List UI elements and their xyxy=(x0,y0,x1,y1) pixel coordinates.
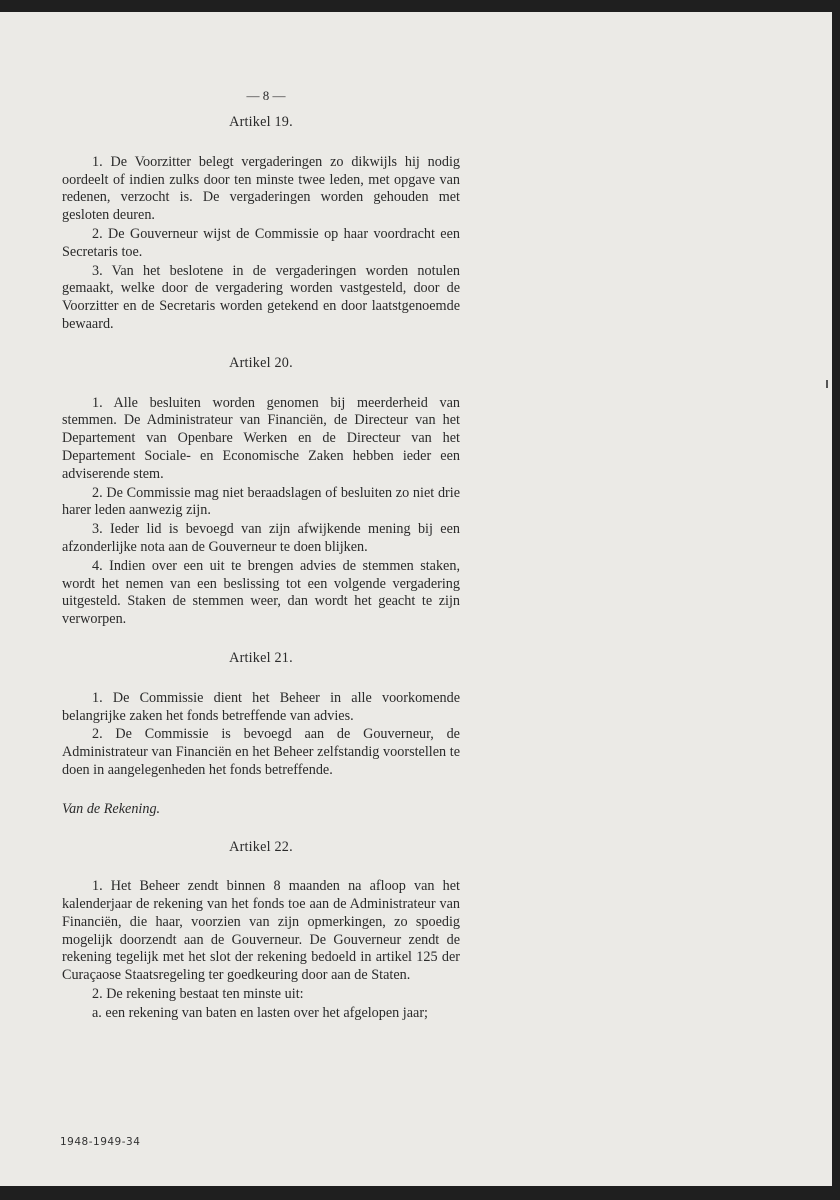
art20-paragraph-1: 1. Alle besluiten worden genomen bij meerderheid van stemmen. De Administrateur van Financiën, de Directeur van het Departement van Openbare Werken en de Directeur van het Departement Sociale- en Economische Zaken hebben ieder een adviserende stem. xyxy=(62,394,460,482)
bleed-through-texture xyxy=(470,122,770,1122)
article-text xyxy=(62,114,460,1024)
heading-artikel-21: Artikel 21. xyxy=(229,649,293,666)
margin-mark xyxy=(826,380,828,388)
art20-paragraph-3: 3. Ieder lid is bevoegd van zijn afwijkende mening bij een afzonderlijke nota aan de Gouverneur te doen blijken. xyxy=(62,521,460,555)
art22-paragraph-3: a. een rekening van baten en lasten over het afgelopen jaar; xyxy=(92,1004,429,1021)
section-label-rekening: Van de Rekening. xyxy=(62,800,161,817)
art19-paragraph-2: 2. De Gouverneur wijst de Commissie op haar voordracht een Secretaris toe. xyxy=(62,225,460,260)
art21-paragraph-1: 1. De Commissie dient het Beheer in alle voorkomende belangrijke zaken het fonds betreffende van advies. xyxy=(62,689,460,724)
heading-artikel-19: Artikel 19. xyxy=(229,114,293,130)
art22-paragraph-2: 2. De rekening bestaat ten minste uit: xyxy=(92,986,304,1003)
heading-artikel-22: Artikel 22. xyxy=(229,838,293,855)
art20-paragraph-4: 4. Indien over een uit te brengen advies de stemmen staken, wordt het nemen van een beslissing tot een volgende vergadering uitgesteld. Staken de stemmen weer, dan wordt het geacht te zijn verworpen. xyxy=(62,557,460,628)
document-page xyxy=(0,12,832,1186)
art19-paragraph-3: 3. Van het beslotene in de vergaderingen worden notulen gemaakt, welke door de vergadering worden vastgesteld, door de Voorzitter en de Secretaris worden getekend en door laatstgenoemde bewaard. xyxy=(62,262,460,332)
art19-paragraph-1: 1. De Voorzitter belegt vergaderingen zo dikwijls hij nodig oordeelt of indien zulks door ten minste twee leden, met opgave van redenen, verzocht is. De vergaderingen worden gehouden met gesloten deuren. xyxy=(62,153,460,224)
art20-paragraph-2: 2. De Commissie mag niet beraadslagen of besluiten zo niet drie harer leden aanwezig zijn. xyxy=(62,484,460,519)
page-number: — 8 — xyxy=(246,88,286,103)
heading-artikel-20: Artikel 20. xyxy=(229,354,293,371)
art21-paragraph-2: 2. De Commissie is bevoegd aan de Gouverneur, de Administrateur van Financiën en het Beheer zelfstandig voorstellen te doen in aangelegenheden het fonds betreffende. xyxy=(62,726,460,778)
art22-paragraph-1: 1. Het Beheer zendt binnen 8 maanden na afloop van het kalenderjaar de rekening van het fonds toe aan de Administrateur van Financiën, die haar, voorzien van zijn opmerkingen, zo spoedig mogelijk doorzendt aan de Gouverneur. De Gouverneur zendt de rekening tegelijk met het slot der rekening bedoeld in artikel 125 der Curaçaose Staatsregeling ter goedkeuring door aan de Staten. xyxy=(62,878,460,984)
footer-code: 1948-1949-34 xyxy=(60,1136,141,1148)
